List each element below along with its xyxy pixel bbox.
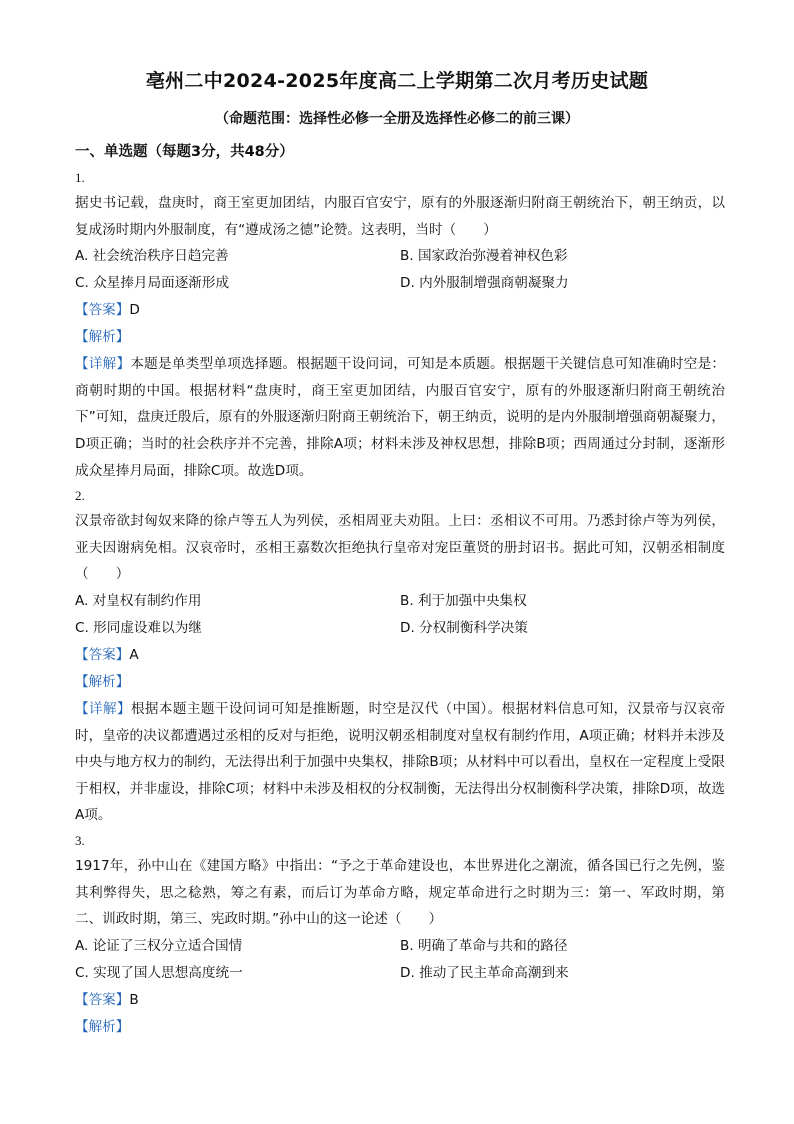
question-number: 3.: [75, 832, 85, 848]
section-heading: 一、单选题（每题3分，共48分）: [75, 144, 294, 160]
answer-value: B: [129, 991, 139, 1008]
question-number: 1.: [75, 170, 85, 185]
question-2: [75, 484, 725, 829]
question-stem: 据史书记载，盘庚时，商王室更加团结，内服百官安宁，原有的外服逐渐归附商王朝统治下，朝王纳贡，以复成汤时期内外服制度，有“遵成汤之德”论赞。这表明，当时（ ）: [75, 195, 725, 238]
detail-paragraph: [75, 351, 725, 484]
analysis-label: 【解析】: [75, 1018, 130, 1035]
detail-label: 【详解】: [75, 700, 131, 717]
answer-label: 【答案】: [75, 991, 130, 1008]
answer-label: 【答案】: [75, 302, 130, 319]
option-a: A. 论证了三权分立适合国情: [75, 937, 243, 954]
option-a: A. 社会统治秩序日趋完善: [75, 248, 229, 265]
option-list: [75, 588, 725, 642]
analysis-line: [75, 669, 725, 696]
answer-line: [75, 642, 725, 669]
option-b: B. 利于加强中央集权: [400, 592, 527, 609]
question-list: [75, 166, 725, 1041]
analysis-label: 【解析】: [75, 673, 130, 690]
detail-text: 根据本题主题干设问词可知是推断题，时空是汉代（中国）。根据材料信息可知，汉景帝与汉哀帝时，皇帝的决议都遭遇过丞相的反对与拒绝，说明汉朝丞相制度对皇权有制约作用，A项正确；材料并未涉及中央与地方权力的制约，无法得出利于加强中央集权，排除B项；从材料中可以看出，皇权在一定程度上受限于相权，并非虚设，排除C项；材料中未涉及相权的分权制衡，无法得出分权制衡科学决策，排除D项，故选A项。: [75, 700, 726, 824]
option-c: C. 实现了国人思想高度统一: [75, 964, 243, 981]
option-d: D. 分权制衡科学决策: [400, 619, 528, 636]
detail-text: 本题是单类型单项选择题。根据题干设问词，可知是本质题。根据题干关键信息可知准确时空是：商朝时期的中国。根据材料“盘庚时，商王室更加团结，内服百官安宁，原有的外服逐渐归附商王朝统治下”可知，盘庚迁殷后，原有的外服逐渐归附商王朝统治下，朝王纳贡，说明的是内外服制增强商朝凝聚力，D项正确；当时的社会秩序并不完善，排除A项；材料未涉及神权思想，排除B项；西周通过分封制，逐渐形成众星捧月局面，排除C项。故选D项。: [75, 356, 726, 479]
question-number: 2.: [75, 488, 85, 504]
option-c: C. 众星捧月局面逐渐形成: [75, 275, 230, 292]
question-3: [75, 829, 725, 1041]
option-a: A. 对皇权有制约作用: [75, 592, 202, 609]
detail-label: 【详解】: [75, 356, 131, 373]
answer-line: [75, 987, 725, 1014]
option-b: B. 国家政治弥漫着神权色彩: [400, 248, 568, 265]
question-stem: 汉景帝欲封匈奴来降的徐卢等五人为列侯，丞相周亚夫劝阻。上曰：丞相议不可用。乃悉封徐卢等为列侯，亚夫因谢病免相。汉哀帝时，丞相王嘉数次拒绝执行皇帝对宠臣董贤的册封诏书。据此可知，汉朝丞相制度（ ）: [75, 513, 725, 583]
option-d: D. 内外服制增强商朝凝聚力: [400, 275, 569, 292]
answer-label: 【答案】: [75, 646, 130, 663]
page-subtitle: （命题范围：选择性必修一全册及选择性必修二的前三课）: [215, 111, 579, 127]
answer-line: [75, 297, 725, 324]
analysis-line: [75, 324, 725, 351]
question-1: [75, 166, 725, 484]
analysis-label: 【解析】: [75, 329, 130, 346]
option-d: D. 推动了民主革命高潮到来: [400, 964, 569, 981]
option-list: [75, 243, 725, 297]
option-list: [75, 933, 725, 987]
option-c: C. 形同虚设难以为继: [75, 619, 202, 636]
page-title: 亳州二中2024-2025年度高二上学期第二次月考历史试题: [145, 70, 649, 92]
answer-value: A: [129, 646, 139, 663]
answer-value: D: [129, 302, 140, 319]
option-b: B. 明确了革命与共和的路径: [400, 937, 568, 954]
analysis-line: [75, 1014, 725, 1041]
detail-paragraph: [75, 696, 725, 829]
question-stem: 1917年，孙中山在《建国方略》中指出：“予之于革命建设也，本世界进化之潮流，循各国已行之先例，鉴其利弊得失，思之稔熟，筹之有素，而后订为革命方略，规定革命进行之时期为三：第一、军政时期，第二、训政时期，第三、宪政时期。”孙中山的这一论述（ ）: [75, 857, 725, 928]
